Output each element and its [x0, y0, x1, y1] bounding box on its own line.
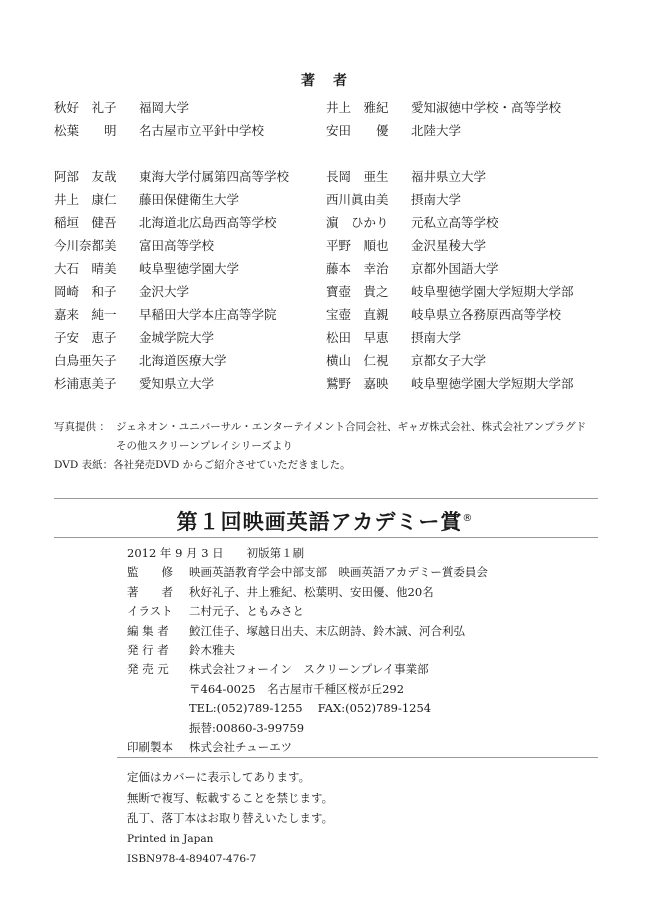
author-row: [326, 96, 614, 119]
author-affiliation: 早稲田大学本庄高等学院: [139, 307, 277, 322]
author-affiliation: 岐阜県立各務原西高等学校: [411, 307, 562, 322]
author-affiliation: 東海大学付属第四高等学校: [139, 169, 290, 184]
photo-credit-label: 写真提供 ：: [54, 421, 110, 433]
author-row: [326, 349, 614, 372]
colophon-entry: [127, 602, 617, 621]
photo-credit-text: ジェネオン・ユニバーサル・エンターテイメント合同会社、ギャガ株式会社、株式会社アンプラグド: [116, 421, 587, 433]
colophon-value: 鈴木雅夫: [189, 643, 235, 658]
colophon: [127, 544, 617, 757]
author-affiliation: 名古屋市立平針中学校: [139, 123, 265, 138]
colophon-label: 発 売 元: [127, 662, 169, 677]
publisher-address: 〒464-0025 名古屋市千種区桜が丘292: [189, 681, 405, 696]
author-name: 嘉来 純一: [54, 307, 117, 322]
author-affiliation: 福井県立大学: [411, 169, 487, 184]
colophon-label: 監 修: [127, 565, 173, 580]
author-name: 藤本 幸治: [326, 261, 389, 276]
author-row: [54, 234, 326, 257]
author-name: 稲垣 健吾: [54, 215, 117, 230]
author-row: [54, 165, 326, 188]
author-row: [326, 257, 614, 280]
author-row: [54, 119, 326, 142]
authors-heading: 著 者: [301, 73, 349, 89]
author-name: 宝壺 直親: [326, 307, 389, 322]
photo-credit-line: [54, 418, 614, 437]
spacer: [54, 142, 326, 165]
author-name: 濵 ひかり: [326, 215, 389, 230]
dvd-cover-label: DVD 表紙：: [54, 459, 114, 471]
author-row: [326, 303, 614, 326]
colophon-value: 鮫江佳子、塚越日出夫、末広朗詩、鈴木誠、河合利弘: [189, 623, 465, 638]
colophon-label: 編 集 者: [127, 623, 169, 638]
author-name: 長岡 亜生: [326, 169, 389, 184]
author-row: [54, 188, 326, 211]
author-row: [326, 165, 614, 188]
author-affiliation: 北陸大学: [411, 123, 462, 138]
colophon-label: イラスト: [127, 604, 173, 619]
author-row: [326, 326, 614, 349]
author-affiliation: 岐阜聖徳学園大学短期大学部: [411, 284, 574, 299]
author-affiliation: 藤田保健衛生大学: [139, 192, 240, 207]
author-affiliation: 愛知県立大学: [139, 376, 215, 391]
photo-credits: [54, 418, 614, 475]
author-row: [326, 234, 614, 257]
author-affiliation: 愛知淑徳中学校・高等学校: [411, 100, 562, 115]
legal-notes: [127, 767, 577, 870]
publisher-phone-fax: TEL:(052)789-1255 FAX:(052)789-1254: [189, 701, 432, 716]
publication-date: 2012 年 9 月 3 日 初版第１刷: [127, 546, 305, 560]
book-title-text: 第１回映画英語アカデミー賞: [176, 510, 463, 534]
author-affiliation: 北海道医療大学: [139, 353, 227, 368]
book-title: [0, 506, 650, 536]
author-row: [54, 372, 326, 395]
author-name: 杉浦恵美子: [54, 376, 117, 391]
author-affiliation: 摂南大学: [411, 192, 462, 207]
spacer: [326, 142, 614, 165]
author-affiliation: 岐阜聖徳学園大学短期大学部: [411, 376, 574, 391]
author-affiliation: 京都外国語大学: [411, 261, 499, 276]
author-row: [54, 280, 326, 303]
author-name: 井上 雅紀: [326, 100, 389, 115]
author-row: [326, 211, 614, 234]
colophon-label: 著 者: [127, 584, 173, 599]
colophon-entry: [127, 738, 617, 757]
dvd-cover-line: [54, 456, 614, 475]
author-affiliation: 金沢星稜大学: [411, 238, 487, 253]
printed-in: Printed in Japan: [127, 832, 214, 845]
author-row: [54, 303, 326, 326]
defect-note: 乱丁、落丁本はお取り替えいたします。: [127, 811, 334, 825]
author-name: 鷲野 嘉映: [326, 376, 389, 391]
author-row: [54, 257, 326, 280]
author-affiliation: 摂南大学: [411, 330, 462, 345]
registered-mark: ®: [462, 513, 474, 524]
colophon-value: 二村元子、ともみさと: [189, 604, 304, 619]
author-row: [54, 211, 326, 234]
colophon-label: 発 行 者: [127, 643, 169, 658]
colophon-value: 株式会社フォーイン スクリーンプレイ事業部: [189, 662, 429, 677]
author-affiliation: 北海道北広島西高等学校: [139, 215, 277, 230]
author-name: 寶壺 貴之: [326, 284, 389, 299]
author-affiliation: 金沢大学: [139, 284, 190, 299]
colophon-entry: [127, 641, 617, 660]
colophon-value: 映画英語教育学会中部支部 映画英語アカデミー賞委員会: [189, 565, 488, 580]
author-name: 白鳥亜矢子: [54, 353, 117, 368]
author-name: 阿部 友哉: [54, 169, 117, 184]
colophon-entry: [127, 660, 617, 679]
colophon-entry: [127, 583, 617, 602]
dvd-cover-text: 各社発売DVD からご紹介させていただきました。: [113, 459, 351, 471]
author-affiliation: 福岡大学: [139, 100, 190, 115]
author-row: [326, 188, 614, 211]
authors-column-right: [326, 96, 614, 395]
author-name: 秋好 礼子: [54, 100, 117, 115]
author-name: 西川眞由美: [326, 192, 389, 207]
author-affiliation: 金城学院大学: [139, 330, 215, 345]
author-affiliation: 京都女子大学: [411, 353, 487, 368]
colophon-entry: [127, 563, 617, 582]
authors-column-left: [54, 96, 326, 395]
publisher-transfer-account: 振替:00860-3-99759: [189, 720, 305, 735]
author-name: 横山 仁視: [326, 353, 389, 368]
author-row: [326, 119, 614, 142]
author-row: [54, 349, 326, 372]
author-name: 松田 早恵: [326, 330, 389, 345]
notes-top-rule: [117, 757, 598, 758]
author-name: 松葉 明: [54, 123, 117, 138]
title-top-rule: [54, 498, 598, 499]
copy-note: 無断で複写、転載することを禁じます。: [127, 790, 334, 805]
author-affiliation: 元私立高等学校: [411, 215, 499, 230]
title-bottom-rule: [54, 537, 598, 538]
author-row: [54, 96, 326, 119]
author-row: [326, 280, 614, 303]
author-name: 安田 優: [326, 123, 389, 138]
author-name: 岡崎 和子: [54, 284, 117, 299]
colophon-label: 印刷製本: [127, 740, 173, 755]
photo-credit-continuation: その他スクリーンプレイシリーズより: [116, 440, 293, 452]
colophon-entry: [127, 622, 617, 641]
author-row: [54, 326, 326, 349]
price-note: 定価はカバーに表示してあります。: [127, 770, 311, 784]
author-name: 大石 晴美: [54, 261, 117, 276]
author-name: 今川奈都美: [54, 238, 117, 253]
author-name: 子安 恵子: [54, 330, 117, 345]
author-name: 井上 康仁: [54, 192, 117, 207]
colophon-value: 株式会社チューエツ: [189, 740, 293, 755]
author-name: 平野 順也: [326, 238, 389, 253]
author-row: [326, 372, 614, 395]
authors-list: [54, 96, 614, 395]
author-affiliation: 富田高等学校: [139, 238, 215, 253]
colophon-value: 秋好礼子、井上雅紀、松葉明、安田優、他20名: [189, 584, 434, 599]
author-affiliation: 岐阜聖徳学園大学: [139, 261, 240, 276]
isbn: ISBN978-4-89407-476-7: [127, 853, 257, 865]
